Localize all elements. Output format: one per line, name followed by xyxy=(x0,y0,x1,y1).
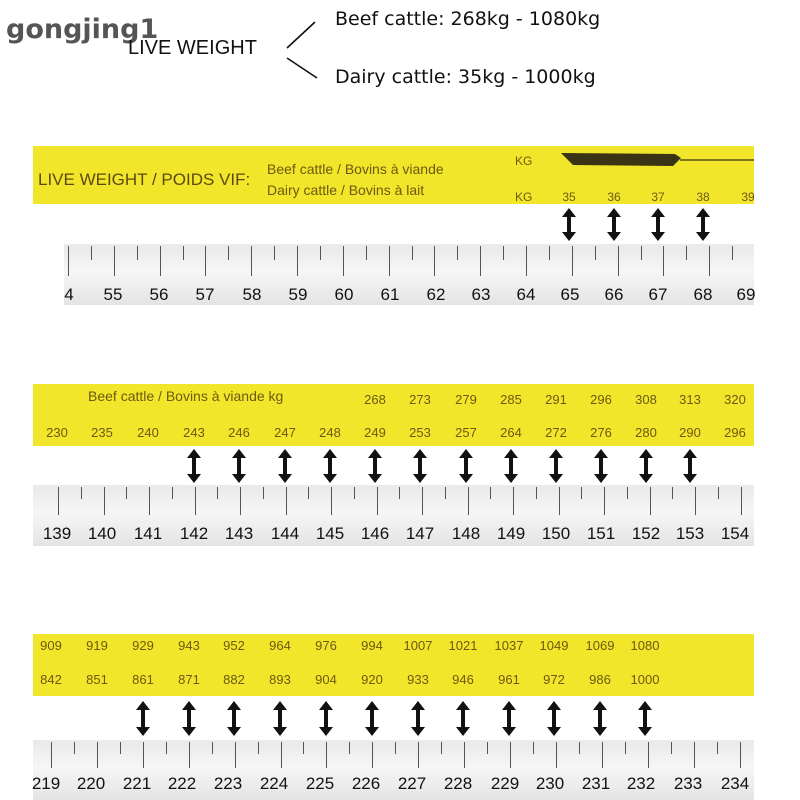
minor-tick xyxy=(74,742,75,754)
double-arrow-icon xyxy=(695,208,711,241)
minor-tick xyxy=(320,246,321,260)
major-tick xyxy=(513,487,514,515)
tape-number: 68 xyxy=(693,285,713,304)
double-arrow-icon xyxy=(546,701,562,736)
beef-weight-number: 943 xyxy=(178,638,200,653)
dairy-weight-number: 276 xyxy=(590,425,612,440)
dairy-weight-number: 893 xyxy=(269,672,291,687)
major-tick xyxy=(648,742,649,768)
tape-number: 148 xyxy=(451,524,481,543)
tape-number: 55 xyxy=(103,285,123,304)
major-tick xyxy=(104,487,105,515)
minor-tick xyxy=(212,742,213,754)
tape-number: 144 xyxy=(270,524,300,543)
major-tick xyxy=(604,487,605,515)
tape-number: 233 xyxy=(673,774,703,793)
beef-weight-number: 268 xyxy=(364,392,386,407)
minor-tick xyxy=(627,487,628,499)
minor-tick xyxy=(536,487,537,499)
major-tick xyxy=(235,742,236,768)
major-tick xyxy=(143,742,144,768)
tape-number: 143 xyxy=(224,524,254,543)
tape-number: 154 xyxy=(720,524,750,543)
minor-tick xyxy=(487,742,488,754)
major-tick xyxy=(377,487,378,515)
tape-number: 223 xyxy=(213,774,243,793)
tape-number: 141 xyxy=(133,524,163,543)
double-arrow-icon xyxy=(322,449,338,483)
beef-weight-number: 313 xyxy=(679,392,701,407)
panel1-heading: LIVE WEIGHT / POIDS VIF: xyxy=(38,170,251,189)
minor-tick xyxy=(308,487,309,499)
minor-tick xyxy=(399,487,400,499)
tape-number: 221 xyxy=(122,774,152,793)
dairy-weight-number: 280 xyxy=(635,425,657,440)
minor-tick xyxy=(412,246,413,260)
yellow-kg-number: 38 xyxy=(696,190,710,204)
major-tick xyxy=(160,246,161,276)
major-tick xyxy=(663,246,664,276)
major-tick xyxy=(418,742,419,768)
dairy-weight-number: 243 xyxy=(183,425,205,440)
live-weight-title: LIVE WEIGHT xyxy=(128,37,257,59)
dairy-range-text: Dairy cattle: 35kg - 1000kg xyxy=(335,66,596,88)
double-arrow-icon xyxy=(650,208,666,241)
major-tick xyxy=(694,742,695,768)
minor-tick xyxy=(445,487,446,499)
legend-bracket-icon xyxy=(283,18,323,80)
double-arrow-icon xyxy=(272,701,288,736)
tape-number: 232 xyxy=(626,774,656,793)
minor-tick xyxy=(349,742,350,754)
major-tick xyxy=(556,742,557,768)
major-tick xyxy=(149,487,150,515)
major-tick xyxy=(572,246,573,276)
major-tick xyxy=(741,487,742,515)
major-tick xyxy=(58,487,59,515)
panel1-kg-bottom: KG xyxy=(515,190,533,204)
tape-number: 230 xyxy=(535,774,565,793)
tape-number: 65 xyxy=(560,285,580,304)
double-arrow-icon xyxy=(455,701,471,736)
beef-weight-number: 929 xyxy=(132,638,154,653)
panel1-kg-top: KG xyxy=(515,154,533,168)
minor-tick xyxy=(686,246,687,260)
minor-tick xyxy=(457,246,458,260)
minor-tick xyxy=(549,246,550,260)
minor-tick xyxy=(120,742,121,754)
minor-tick xyxy=(533,742,534,754)
dairy-weight-number: 842 xyxy=(40,672,62,687)
double-arrow-icon xyxy=(186,449,202,483)
minor-tick xyxy=(503,246,504,260)
major-tick xyxy=(343,246,344,276)
tape-number: 145 xyxy=(315,524,345,543)
dairy-weight-number: 257 xyxy=(455,425,477,440)
major-tick xyxy=(281,742,282,768)
double-arrow-icon xyxy=(226,701,242,736)
minor-tick xyxy=(263,487,264,499)
minor-tick xyxy=(183,246,184,260)
dairy-weight-number: 986 xyxy=(589,672,611,687)
tape-number: 226 xyxy=(351,774,381,793)
minor-tick xyxy=(625,742,626,754)
major-tick xyxy=(434,246,435,276)
double-arrow-icon xyxy=(181,701,197,736)
tape-number: 146 xyxy=(360,524,390,543)
dairy-weight-number: 946 xyxy=(452,672,474,687)
beef-weight-number: 1021 xyxy=(448,638,478,653)
tape-number: 140 xyxy=(87,524,117,543)
minor-tick xyxy=(366,246,367,260)
minor-tick xyxy=(717,742,718,754)
beef-weight-number: 296 xyxy=(590,392,612,407)
beef-weight-number: 320 xyxy=(724,392,746,407)
beef-weight-number: 308 xyxy=(635,392,657,407)
double-arrow-icon xyxy=(277,449,293,483)
minor-tick xyxy=(217,487,218,499)
double-arrow-icon xyxy=(135,701,151,736)
tape-number: 56 xyxy=(149,285,169,304)
beef-weight-number: 909 xyxy=(40,638,62,653)
tape-number: 62 xyxy=(426,285,446,304)
tape-number: 229 xyxy=(490,774,520,793)
beef-weight-number: 952 xyxy=(223,638,245,653)
beef-weight-number: 1007 xyxy=(403,638,433,653)
panel2-beef-label: Beef cattle / Bovins à viande kg xyxy=(88,388,284,404)
tape-number: 227 xyxy=(397,774,427,793)
beef-weight-number: 994 xyxy=(361,638,383,653)
major-tick xyxy=(372,742,373,768)
major-tick xyxy=(422,487,423,515)
dairy-weight-number: 882 xyxy=(223,672,245,687)
tape-number: 224 xyxy=(259,774,289,793)
tape-number: 219 xyxy=(31,774,61,793)
minor-tick xyxy=(672,487,673,499)
tape-number: 60 xyxy=(334,285,354,304)
tape-number: 4 xyxy=(64,285,74,304)
beef-weight-number: 291 xyxy=(545,392,567,407)
beef-weight-number: 1049 xyxy=(539,638,569,653)
minor-tick xyxy=(91,246,92,260)
double-arrow-icon xyxy=(318,701,334,736)
yellow-kg-number: 36 xyxy=(607,190,621,204)
beef-weight-number: 279 xyxy=(455,392,477,407)
major-tick xyxy=(618,246,619,276)
tape-number: 234 xyxy=(720,774,750,793)
major-tick xyxy=(559,487,560,515)
major-tick xyxy=(510,742,511,768)
minor-tick xyxy=(303,742,304,754)
beef-weight-number: 976 xyxy=(315,638,337,653)
tape-number: 147 xyxy=(405,524,435,543)
tape-number: 222 xyxy=(167,774,197,793)
tape-number: 64 xyxy=(516,285,536,304)
double-arrow-icon xyxy=(561,208,577,241)
double-arrow-icon xyxy=(364,701,380,736)
minor-tick xyxy=(490,487,491,499)
minor-tick xyxy=(395,742,396,754)
tape-number: 57 xyxy=(195,285,215,304)
tape-number: 58 xyxy=(242,285,262,304)
double-arrow-icon xyxy=(458,449,474,483)
major-tick xyxy=(240,487,241,515)
double-arrow-icon xyxy=(548,449,564,483)
panel1-beef-label: Beef cattle / Bovins à viande xyxy=(267,161,444,177)
minor-tick xyxy=(732,246,733,260)
beef-range-text: Beef cattle: 268kg - 1080kg xyxy=(335,8,601,30)
major-tick xyxy=(68,246,69,276)
tape-number: 59 xyxy=(288,285,308,304)
dairy-weight-number: 272 xyxy=(545,425,567,440)
major-tick xyxy=(709,246,710,276)
major-tick xyxy=(51,742,52,768)
double-arrow-icon xyxy=(501,701,517,736)
dairy-weight-number: 235 xyxy=(91,425,113,440)
tape-number: 63 xyxy=(471,285,491,304)
yellow-kg-number: 35 xyxy=(562,190,576,204)
beef-weight-number: 273 xyxy=(409,392,431,407)
minor-tick xyxy=(354,487,355,499)
dairy-weight-number: 972 xyxy=(543,672,565,687)
yellow-kg-number: 39 xyxy=(741,190,755,204)
dairy-weight-number: 253 xyxy=(409,425,431,440)
minor-tick xyxy=(671,742,672,754)
tape-number: 153 xyxy=(675,524,705,543)
dairy-weight-number: 861 xyxy=(132,672,154,687)
dairy-weight-number: 933 xyxy=(407,672,429,687)
minor-tick xyxy=(126,487,127,499)
dairy-weight-number: 296 xyxy=(724,425,746,440)
minor-tick xyxy=(641,246,642,260)
tape-number: 142 xyxy=(179,524,209,543)
minor-tick xyxy=(258,742,259,754)
major-tick xyxy=(740,742,741,768)
minor-tick xyxy=(441,742,442,754)
minor-tick xyxy=(274,246,275,260)
dairy-weight-number: 290 xyxy=(679,425,701,440)
minor-tick xyxy=(137,246,138,260)
dairy-weight-number: 248 xyxy=(319,425,341,440)
major-tick xyxy=(468,487,469,515)
major-tick xyxy=(251,246,252,276)
dairy-weight-number: 961 xyxy=(498,672,520,687)
dairy-weight-number: 920 xyxy=(361,672,383,687)
minor-tick xyxy=(81,487,82,499)
minor-tick xyxy=(172,487,173,499)
double-arrow-icon xyxy=(637,701,653,736)
tape-number: 220 xyxy=(76,774,106,793)
tape-number: 228 xyxy=(443,774,473,793)
dairy-weight-number: 904 xyxy=(315,672,337,687)
minor-tick xyxy=(581,487,582,499)
double-arrow-icon xyxy=(606,208,622,241)
panel1-dairy-label: Dairy cattle / Bovins à lait xyxy=(267,182,425,198)
beef-weight-number: 285 xyxy=(500,392,522,407)
double-arrow-icon xyxy=(367,449,383,483)
double-arrow-icon xyxy=(412,449,428,483)
yellow-kg-number: 37 xyxy=(651,190,665,204)
tape-number: 152 xyxy=(631,524,661,543)
double-arrow-icon xyxy=(410,701,426,736)
dairy-weight-number: 230 xyxy=(46,425,68,440)
watermark-text: gongjing1 xyxy=(6,14,159,45)
major-tick xyxy=(97,742,98,768)
minor-tick xyxy=(595,246,596,260)
wedge-indicator-icon xyxy=(555,148,754,172)
tape-number: 69 xyxy=(736,285,756,304)
major-tick xyxy=(114,246,115,276)
tape-number: 225 xyxy=(305,774,335,793)
double-arrow-icon xyxy=(682,449,698,483)
dairy-weight-number: 851 xyxy=(86,672,108,687)
double-arrow-icon xyxy=(592,701,608,736)
tape-number: 139 xyxy=(42,524,72,543)
major-tick xyxy=(602,742,603,768)
tape-number: 149 xyxy=(496,524,526,543)
tape-number: 151 xyxy=(586,524,616,543)
major-tick xyxy=(389,246,390,276)
dairy-weight-number: 1000 xyxy=(630,672,660,687)
minor-tick xyxy=(718,487,719,499)
major-tick xyxy=(650,487,651,515)
dairy-weight-number: 249 xyxy=(364,425,386,440)
double-arrow-icon xyxy=(593,449,609,483)
tape-number: 67 xyxy=(648,285,668,304)
major-tick xyxy=(326,742,327,768)
beef-weight-number: 1069 xyxy=(585,638,615,653)
minor-tick xyxy=(228,246,229,260)
double-arrow-icon xyxy=(231,449,247,483)
beef-weight-number: 1080 xyxy=(630,638,660,653)
major-tick xyxy=(695,487,696,515)
beef-weight-number: 919 xyxy=(86,638,108,653)
minor-tick xyxy=(579,742,580,754)
major-tick xyxy=(526,246,527,276)
major-tick xyxy=(480,246,481,276)
dairy-weight-number: 240 xyxy=(137,425,159,440)
dairy-weight-number: 871 xyxy=(178,672,200,687)
tape-number: 150 xyxy=(541,524,571,543)
major-tick xyxy=(464,742,465,768)
major-tick xyxy=(331,487,332,515)
beef-weight-number: 964 xyxy=(269,638,291,653)
tape-number: 66 xyxy=(604,285,624,304)
double-arrow-icon xyxy=(638,449,654,483)
major-tick xyxy=(205,246,206,276)
major-tick xyxy=(286,487,287,515)
dairy-weight-number: 264 xyxy=(500,425,522,440)
dairy-weight-number: 246 xyxy=(228,425,250,440)
minor-tick xyxy=(166,742,167,754)
tape-number: 231 xyxy=(581,774,611,793)
major-tick xyxy=(297,246,298,276)
major-tick xyxy=(195,487,196,515)
double-arrow-icon xyxy=(503,449,519,483)
major-tick xyxy=(189,742,190,768)
dairy-weight-number: 247 xyxy=(274,425,296,440)
beef-weight-number: 1037 xyxy=(494,638,524,653)
tape-number: 61 xyxy=(380,285,400,304)
